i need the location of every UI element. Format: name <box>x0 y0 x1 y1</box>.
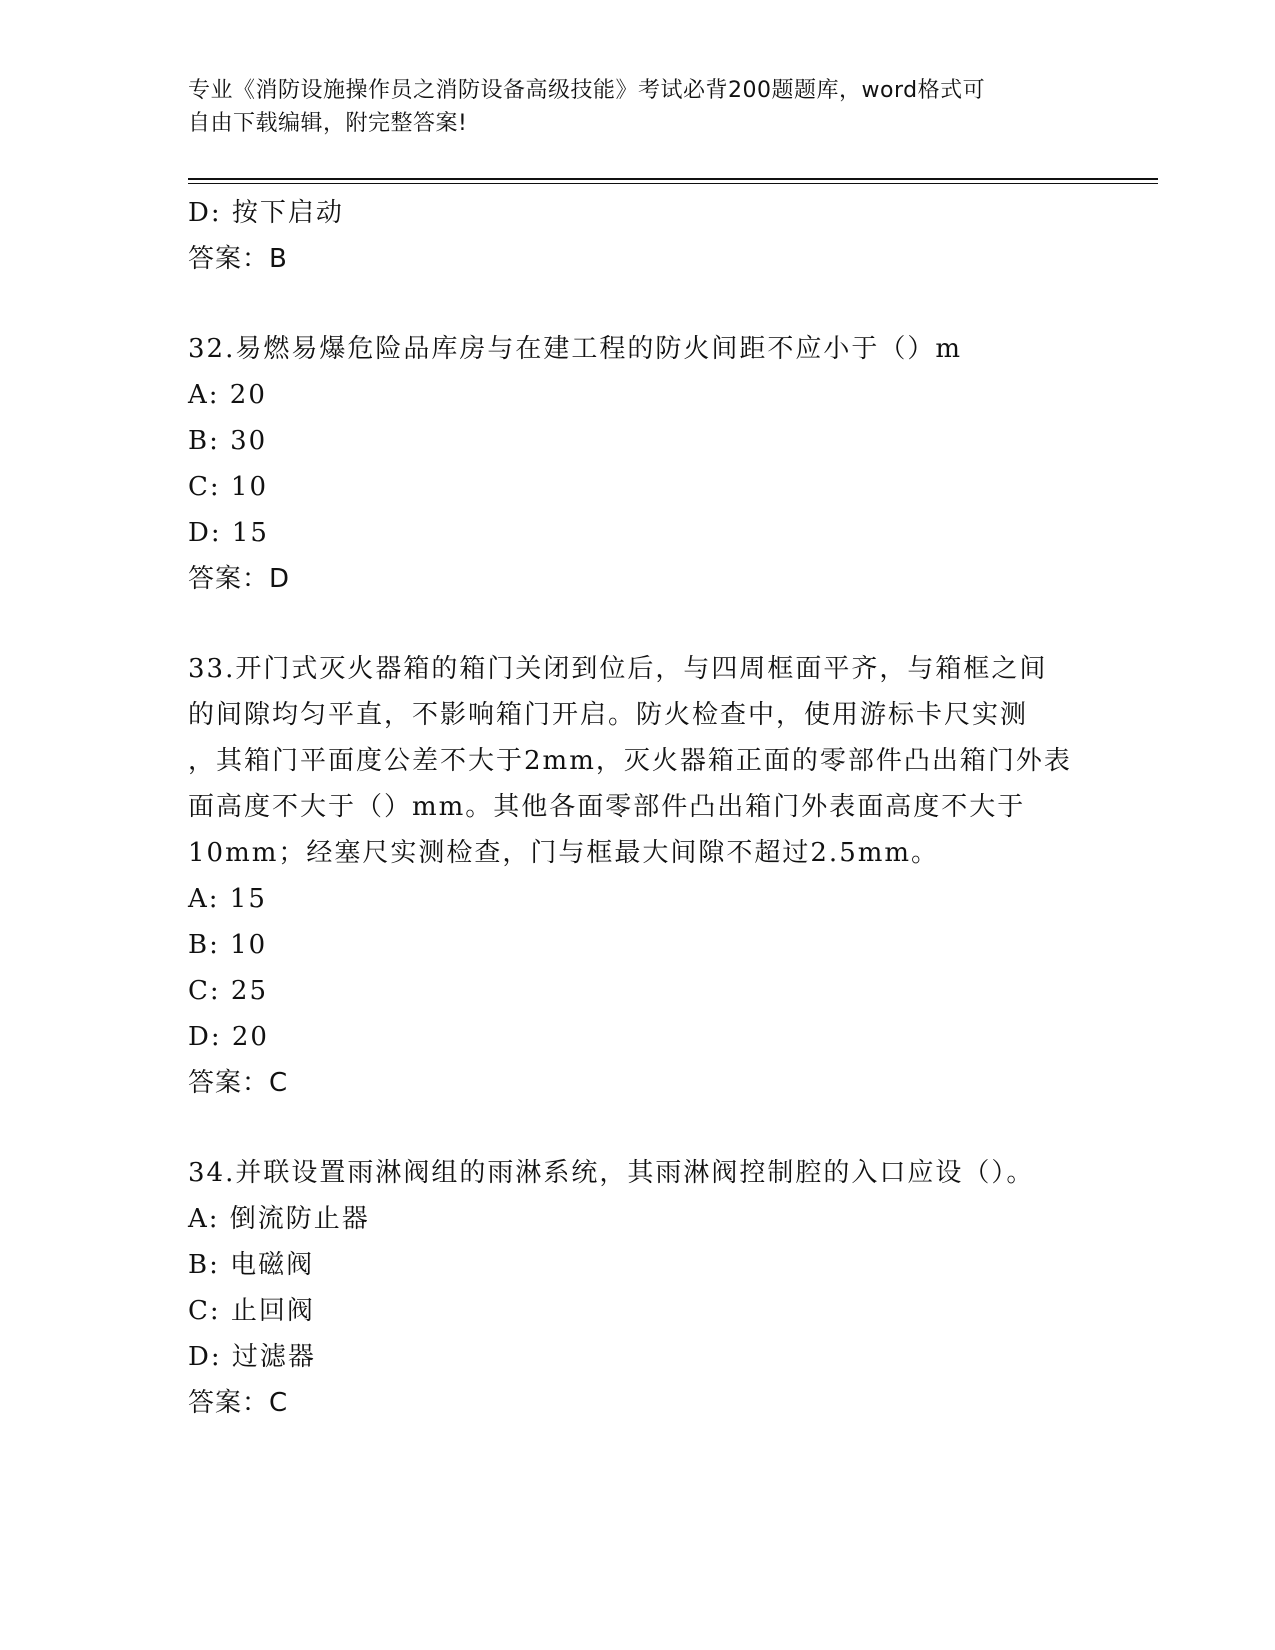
document-header <box>188 74 1068 140</box>
question-stem: 32.易燃易爆危险品库房与在建工程的防火间距不应小于（）m <box>188 334 963 364</box>
question-stem-line: 10mm；经塞尺实测检查，门与框最大间隙不超过2.5mm。 <box>188 838 940 868</box>
option-b: B: 电磁阀 <box>188 1250 315 1280</box>
question-stem-line: 33.开门式灭火器箱的箱门关闭到位后，与四周框面平齐，与箱框之间 <box>188 654 1048 684</box>
question-33 <box>188 646 1088 1106</box>
option-d: D: 按下启动 <box>188 198 344 228</box>
option-d: D: 20 <box>188 1022 269 1052</box>
answer-line: 答案：C <box>188 1388 289 1418</box>
option-d: D: 15 <box>188 518 269 548</box>
question-stem <box>188 646 1088 876</box>
question-34 <box>188 1150 1088 1426</box>
question-32 <box>188 326 1088 602</box>
header-title-line-1: 专业《消防设施操作员之消防设备高级技能》考试必背200题题库，word格式可 <box>188 78 986 103</box>
question-stem-line: 面高度不大于（）mm。其他各面零部件凸出箱门外表面高度不大于 <box>188 792 1026 822</box>
header-divider-thin <box>188 183 1158 184</box>
answer-line: 答案：B <box>188 244 288 274</box>
option-b: B: 30 <box>188 426 268 456</box>
question-31-tail <box>188 190 1088 282</box>
option-d: D: 过滤器 <box>188 1342 316 1372</box>
option-a: A: 20 <box>188 380 267 410</box>
question-list <box>188 190 1088 1470</box>
option-a: A: 倒流防止器 <box>188 1204 370 1234</box>
option-a: A: 15 <box>188 884 267 914</box>
answer-line: 答案：C <box>188 1068 289 1098</box>
question-stem-line: 的间隙均匀平直，不影响箱门开启。防火检查中，使用游标卡尺实测 <box>188 700 1029 730</box>
option-c: C: 止回阀 <box>188 1296 315 1326</box>
question-stem-line: ，其箱门平面度公差不大于2mm，灭火器箱正面的零部件凸出箱门外表 <box>188 746 1072 776</box>
option-b: B: 10 <box>188 930 268 960</box>
header-title-line-2: 自由下载编辑，附完整答案! <box>188 111 468 136</box>
question-stem: 34.并联设置雨淋阀组的雨淋系统，其雨淋阀控制腔的入口应设（）。 <box>188 1158 1035 1188</box>
option-c: C: 10 <box>188 472 269 502</box>
answer-line: 答案：D <box>188 564 291 594</box>
header-divider-thick <box>188 178 1158 180</box>
option-c: C: 25 <box>188 976 269 1006</box>
